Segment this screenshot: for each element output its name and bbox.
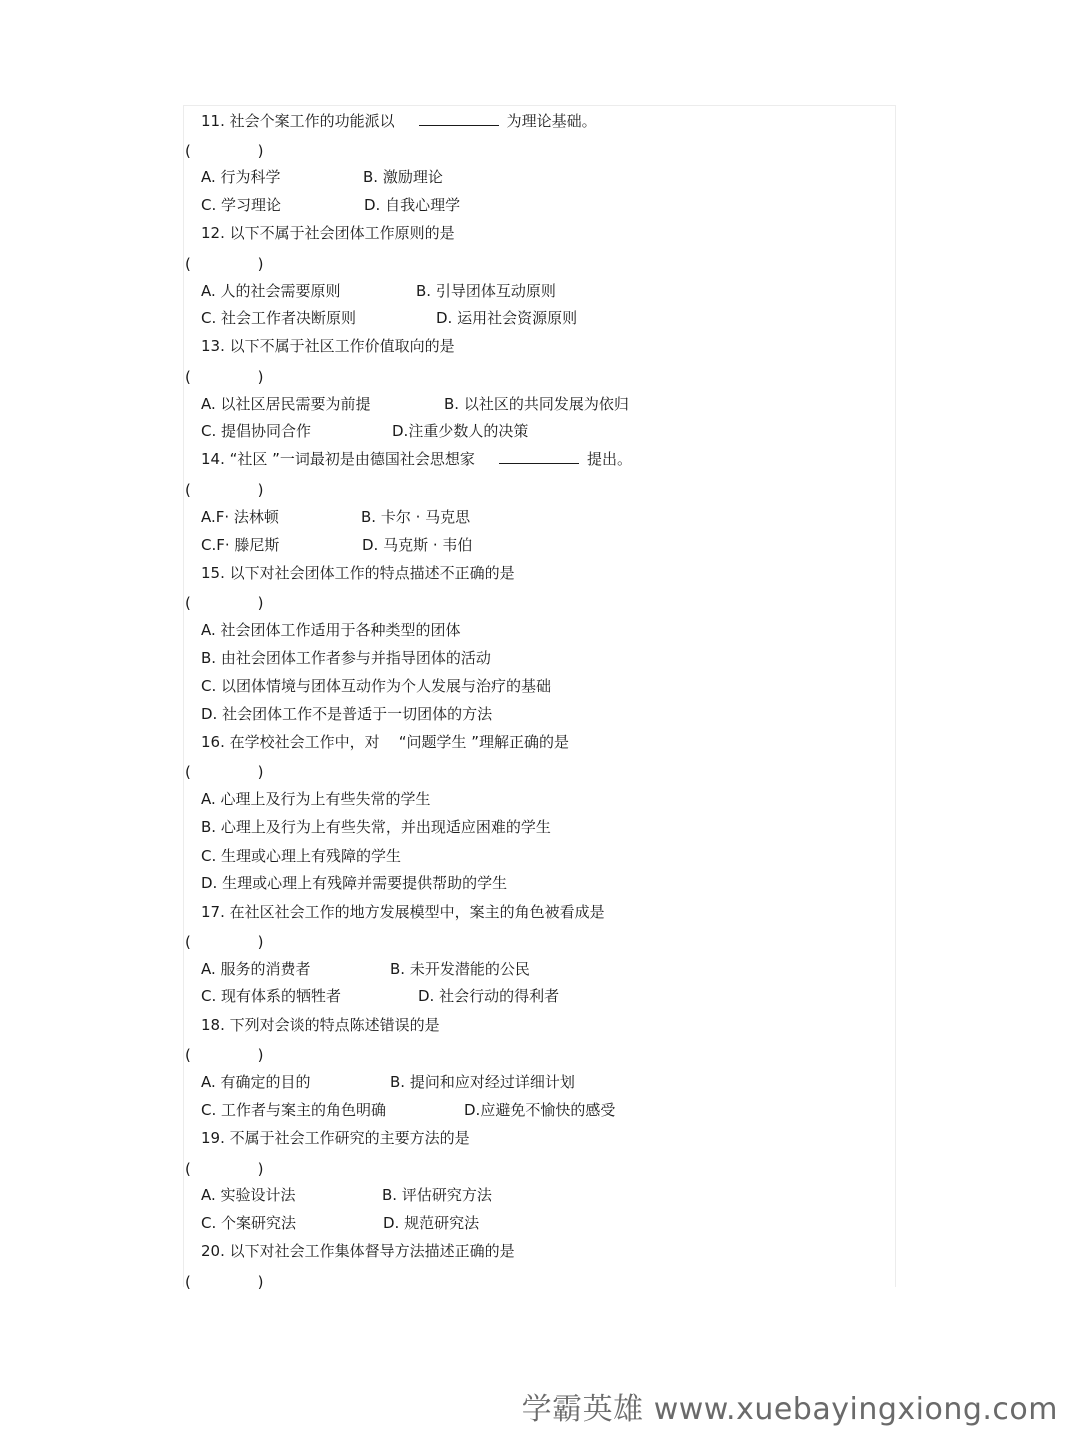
- question-stem: 12. 以下不属于社会团体工作原则的是: [201, 224, 455, 242]
- option-a: A. 心理上及行为上有些失常的学生: [201, 790, 431, 808]
- option-a: A. 有确定的目的: [201, 1073, 311, 1091]
- answer-paren: ( ): [185, 1273, 264, 1291]
- option-d: D. 马克斯 · 韦伯: [362, 536, 473, 554]
- option-a: A.F· 法林顿: [201, 508, 279, 526]
- answer-paren: ( ): [185, 368, 264, 386]
- question-stem: 13. 以下不属于社区工作价值取向的是: [201, 337, 455, 355]
- question-stem: 15. 以下对社会团体工作的特点描述不正确的是: [201, 564, 515, 582]
- answer-paren: ( ): [185, 933, 264, 951]
- option-d: D. 社会行动的得利者: [418, 987, 560, 1005]
- option-c: C.F· 滕尼斯: [201, 536, 280, 554]
- question-stem: 19. 不属于社会工作研究的主要方法的是: [201, 1129, 470, 1147]
- question-stem: 17. 在社区社会工作的地方发展模型中，案主的角色被看成是: [201, 903, 605, 921]
- option-b: B. 提问和应对经过详细计划: [390, 1073, 575, 1091]
- option-b: B. 卡尔 · 马克思: [361, 508, 471, 526]
- option-a: A. 实验设计法: [201, 1186, 296, 1204]
- option-c: C. 提倡协同合作: [201, 422, 312, 440]
- answer-paren: ( ): [185, 481, 264, 499]
- option-b: B. 心理上及行为上有些失常，并出现适应困难的学生: [201, 818, 551, 836]
- answer-paren: ( ): [185, 142, 264, 160]
- answer-paren: ( ): [185, 1160, 264, 1178]
- option-d: D.注重少数人的决策: [392, 422, 529, 440]
- option-d: D. 生理或心理上有残障并需要提供帮助的学生: [201, 874, 508, 892]
- option-c: C. 工作者与案主的角色明确: [201, 1101, 387, 1119]
- fill-blank: [419, 111, 499, 126]
- option-a: A. 以社区居民需要为前提: [201, 395, 371, 413]
- question-stem: 11. 社会个案工作的功能派以 为理论基础。: [201, 112, 597, 130]
- question-stem: 16. 在学校社会工作中，对 “问题学生 ”理解正确的是: [201, 733, 570, 751]
- option-a: A. 社会团体工作适用于各种类型的团体: [201, 621, 461, 639]
- option-b: B. 未开发潜能的公民: [390, 960, 530, 978]
- option-d: D. 运用社会资源原则: [436, 309, 578, 327]
- option-d: D. 规范研究法: [383, 1214, 480, 1232]
- option-c: C. 现有体系的牺牲者: [201, 987, 342, 1005]
- option-c: C. 生理或心理上有残障的学生: [201, 847, 402, 865]
- option-b: B. 引导团体互动原则: [416, 282, 556, 300]
- option-c: C. 以团体情境与团体互动作为个人发展与治疗的基础: [201, 677, 552, 695]
- answer-paren: ( ): [185, 1046, 264, 1064]
- question-stem: 14. “社区 ”一词最初是由德国社会思想家 提出。: [201, 450, 632, 468]
- answer-paren: ( ): [185, 255, 264, 273]
- option-d: D. 社会团体工作不是普适于一切团体的方法: [201, 705, 493, 723]
- option-c: C. 个案研究法: [201, 1214, 297, 1232]
- option-d: D.应避免不愉快的感受: [464, 1101, 616, 1119]
- option-a: A. 行为科学: [201, 168, 281, 186]
- option-b: B. 由社会团体工作者参与并指导团体的活动: [201, 649, 491, 667]
- option-a: A. 人的社会需要原则: [201, 282, 341, 300]
- option-a: A. 服务的消费者: [201, 960, 311, 978]
- option-c: C. 学习理论: [201, 196, 282, 214]
- option-b: B. 以社区的共同发展为依归: [444, 395, 629, 413]
- option-c: C. 社会工作者决断原则: [201, 309, 357, 327]
- site-watermark: 学霸英雄 www.xuebayingxiong.com: [521, 1392, 1058, 1427]
- question-stem: 20. 以下对社会工作集体督导方法描述正确的是: [201, 1242, 515, 1260]
- option-b: B. 评估研究方法: [382, 1186, 492, 1204]
- option-d: D. 自我心理学: [364, 196, 461, 214]
- question-stem: 18. 下列对会谈的特点陈述错误的是: [201, 1016, 440, 1034]
- fill-blank: [499, 449, 579, 464]
- option-b: B. 激励理论: [363, 168, 443, 186]
- answer-paren: ( ): [185, 594, 264, 612]
- answer-paren: ( ): [185, 763, 264, 781]
